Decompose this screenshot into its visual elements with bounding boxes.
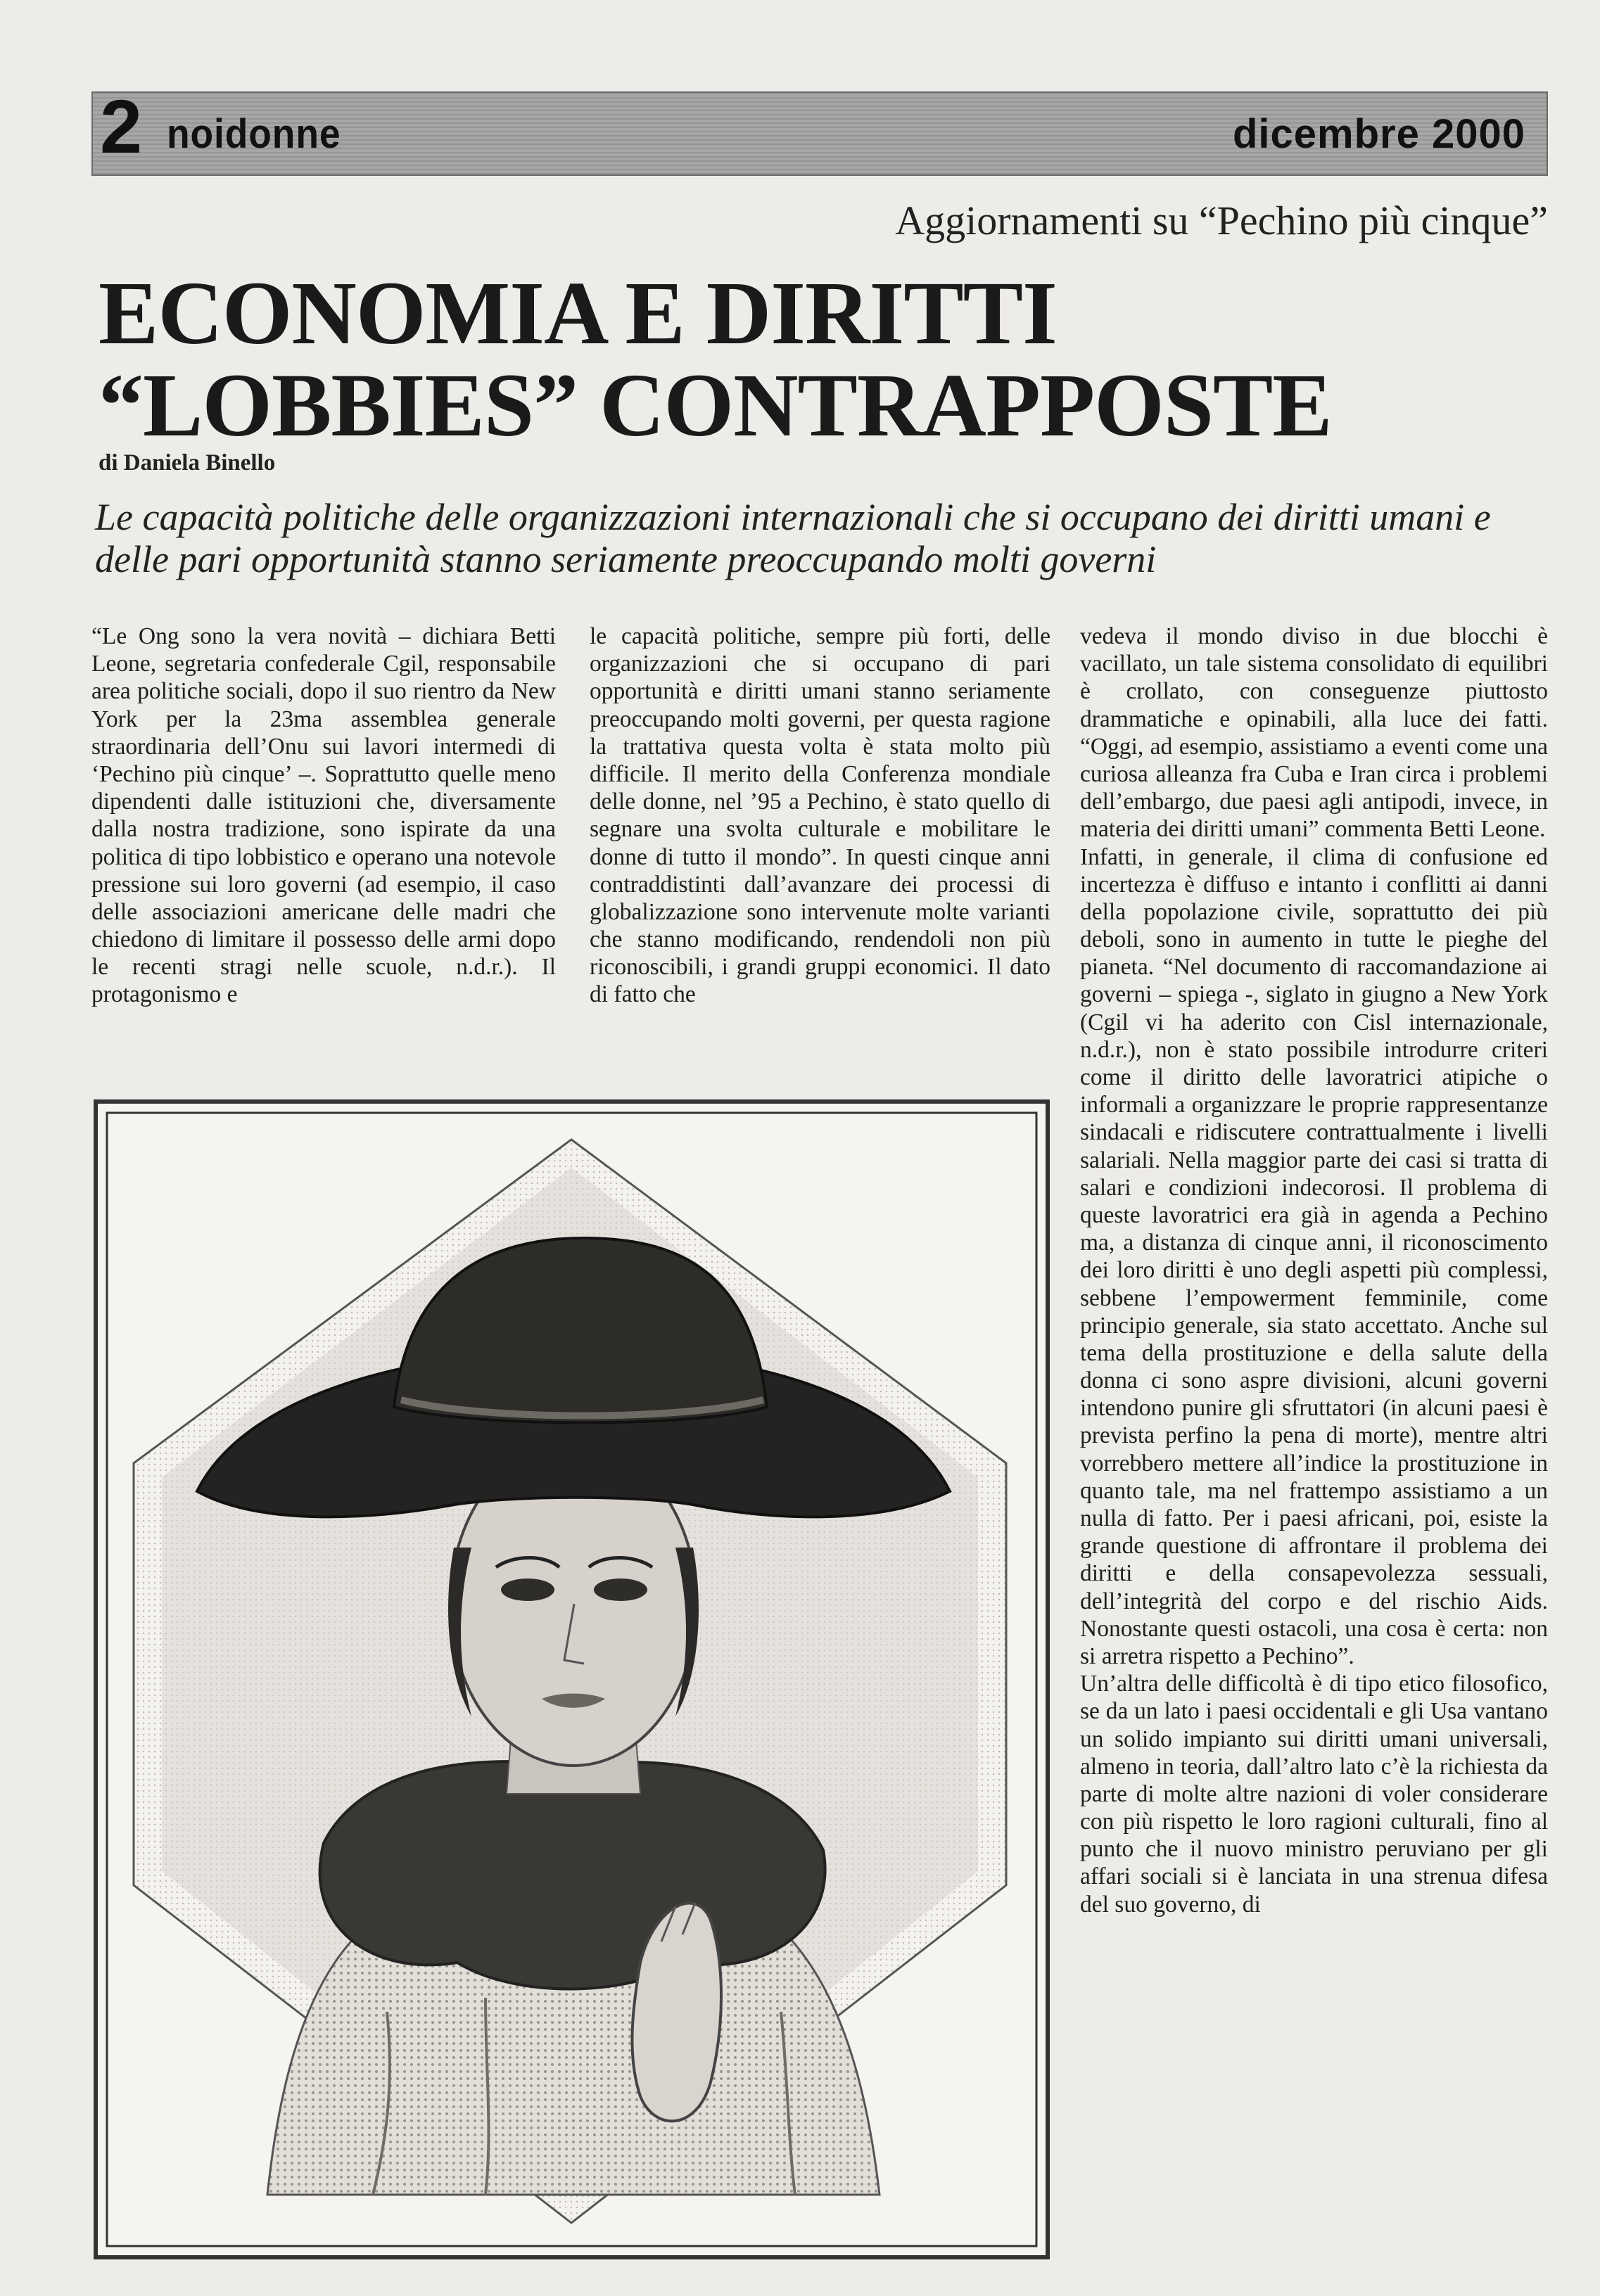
right-eye	[594, 1579, 647, 1601]
article-kicker: Aggiornamenti su “Pechino più cinque”	[895, 198, 1548, 243]
portrait-illustration	[91, 1097, 1052, 2262]
column-3-paragraph-3: Un’altra delle difficoltà è di tipo etico filosofico, se da un lato i paesi occidentali e gli Usa vantano un solido impianto sui diritti umani universali, almeno in teoria, dall’altro lato c’è la richiesta da parte di molte altre nazioni di voler considerare con più rispetto le loro ragioni culturali, fino al punto che il nuovo ministro peruviano per gli affari sociali si è lanciata in una strenua difesa del suo governo, di	[1080, 1671, 1548, 1918]
column-3-paragraph-1: vedeva il mondo diviso in due blocchi è vacillato, un tale sistema consolidato di equilibri è crollato, con conseguenze piuttosto drammatiche e opinabili, alla luce dei fatti. “Oggi, ad esempio, assistiamo a eventi come una curiosa alleanza fra Cuba e Iran circa i problemi dell’embargo, due paesi agli antipodi, invece, in materia dei diritti umani” commenta Betti Leone.	[1080, 623, 1548, 843]
issue-date: dicembre 2000	[1232, 111, 1525, 157]
page-number: 2	[100, 84, 143, 169]
headline-line-1: ECONOMIA E DIRITTI	[99, 263, 1057, 363]
publication-name: noidonne	[167, 111, 341, 157]
text-column-3	[1080, 623, 1548, 1918]
headline-line-2: “LOBBIES” CONTRAPPOSTE	[99, 355, 1332, 455]
column-3-paragraph-2: Infatti, in generale, il clima di confusione ed incertezza è diffuso e intanto i conflitti ai danni della popolazione civile, soprattutto dei più deboli, sono in aumento in tutte le pieghe del pianeta. “Nel documento di raccomandazione ai governi – spiega -, siglato in giugno a New York (Cgil vi ha aderito con Cisl internazionale, n.d.r.), non è stato possibile introdurre criteri come il diritto delle lavoratrici atipiche o informali a organizzare le proprie rappresentanze sindacali e ridiscutere contrattualmente i livelli salariali. Nella maggior parte dei casi si tratta di salari e condizioni indecorosi. Il problema di queste lavoratrici era già in agenda a Pechino ma, a distanza di cinque anni, il riconoscimento dei loro diritti è uno degli aspetti più complessi, sebbene l’empowerment femminile, come principio generale, sia stato accettato. Anche sul tema della prostituzione e della salute della donna ci sono aspre divisioni, alcuni governi intendono punire gli sfruttatori (in alcuni paesi è prevista perfino la pena di morte), mentre altri vorrebbero mettere all’indice la prostituzione in quanto tale, ma nel frattempo assistiamo a un nulla di fatto. Per i paesi africani, poi, esiste la grande questione di affrontare il problema dei diritti e della consapevolezza sessuali, dell’integrità del corpo e del rischio Aids. Nonostante questi ostacoli, una cosa è certa: non si arretra rispetto a Pechino”.	[1080, 843, 1548, 1669]
left-eye	[501, 1579, 554, 1601]
column-2-paragraph-1: le capacità politiche, sempre più forti, delle organizzazioni che si occupano di pari opportunità e diritti umani stanno seriamente preoccupando molti governi, per questa ragione la trattativa questa volta è stata molto più difficile. Il merito della Conferenza mondiale delle donne, nel ’95 a Pechino, è stato quello di segnare una svolta culturale e mobilitare le donne di tutto il mondo”. In questi cinque anni contraddistinti dall’avanzare dei processi di globalizzazione sono intervenute molte varianti che stanno modificando, rendendoli non più riconoscibili, i grandi gruppi economici. Il dato di fatto che	[590, 623, 1050, 1008]
text-column-1	[91, 623, 556, 1009]
text-column-2	[590, 623, 1050, 1009]
fur-collar-shape	[320, 1761, 825, 1989]
page-header-bar	[91, 84, 1548, 176]
portrait-illustration-svg	[91, 1097, 1052, 2262]
article-byline: di Daniela Binello	[99, 450, 276, 476]
article-headline	[99, 263, 1548, 455]
article-standfirst: Le capacità politiche delle organizzazioni internazionali che si occupano dei diritti umani e delle pari opportunità stanno seriamente preoccupando molti governi	[95, 496, 1491, 581]
column-1-paragraph-1: “Le Ong sono la vera novità – dichiara Betti Leone, segretaria confederale Cgil, responsabile area politiche sociali, dopo il suo rientro da New York per la 23ma assemblea generale straordinaria dell’Onu sui lavori intermedi di ‘Pechino più cinque’ –. Soprattutto quelle meno dipendenti dalle istituzioni che, diversamente dalla nostra tradizione, sono ispirate da una politica di tipo lobbistico e operano una notevole pressione sui loro governi (ad esempio, il caso delle associazioni americane delle madri che chiedono di limitare il possesso delle armi dopo le recenti stragi nelle scuole, n.d.r.). Il protagonismo e	[91, 623, 556, 1008]
